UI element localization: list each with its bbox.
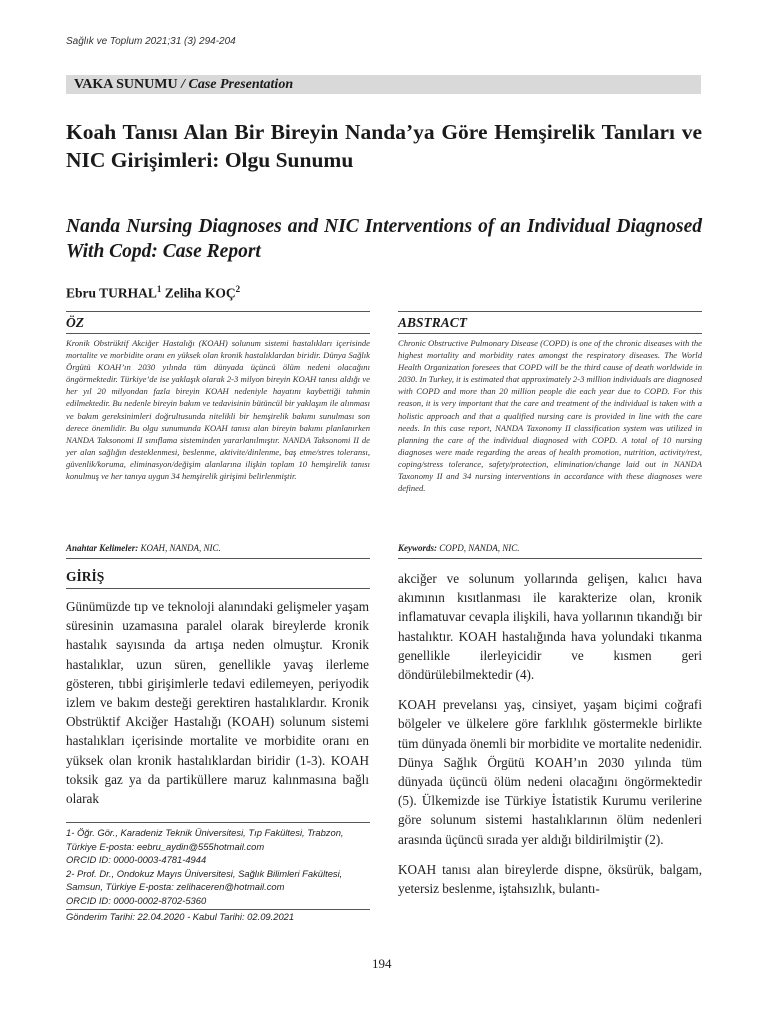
body-paragraph: Günümüzde tıp ve teknoloji alanındaki gelişmeler yaşam süresinin uzamasına paralel olarak bireylerde kronik hastalık sayısında da artışa neden olmuştur. Kronik hastalıklar, uzun süren, genellikle yavaş ilerleme gösteren, tıbbi girişimlerle tedavi edilemeyen, periyodik izlem ve bakım desteği gerektiren hastalıklardır. Kronik Obstrüktif Akciğer Hastalığı (KOAH) solunum sistemi hastalıkları içerisinde mortalite ve morbidite oranı en yüksek olan kronik hastalıklardan biridir (1-3). KOAH toksik gaz ya da partiküllere maruz kalınmasına bağlı olarak (66, 599, 369, 807)
abstract-heading-rule (398, 333, 702, 334)
footnote-affiliation-2: 2- Prof. Dr., Ondokuz Mayıs Üniversitesi, Sağlık Bilimleri Fakültesi, Samsun, Türkiye E-posta: zelihaceren@hotmail.com (66, 867, 343, 893)
article-type-tr: VAKA SUNUMU (74, 77, 178, 92)
body-paragraph: KOAH prevelansı yaş, cinsiyet, yaşam biçimi coğrafi bölgeler ve ülkelere göre farklılık göstermekle birlikte tüm dünyada önemli bir morbidite ve mortalite nedenidir. Dünya Sağlık Örgütü KOAH’ın 2030 yılında tüm dünyada üçüncü ölüm nedeni olacağını öngörmektedir (5). Ülkemizde ise Türkiye İstatistik Kurumu verilerine göre solunum sistemi hastalıklarının ölüm nedenleri arasında üçüncü sırada yer aldığı bildirilmiştir (2). (398, 697, 702, 847)
body-paragraph: akciğer ve solunum yollarında gelişen, kalıcı hava akımının kısıtlanması ile karakterize olan, kronik inflamatuvar cevapla ilişkili, hava yollarının tıkandığı bir hastalıktır. KOAH hastalığında hava yolundaki tıkanma genellikle ilerleyicidir ve kısmen geri döndürülebilmektedir (4). (398, 571, 702, 683)
body-left-column (66, 597, 369, 808)
article-type-banner (66, 75, 701, 94)
body-right-column (398, 569, 702, 898)
article-type-separator: / (177, 77, 189, 92)
footnote-dates: Gönderim Tarihi: 22.04.2020 - Kabul Tarihi: 02.09.2021 (66, 910, 295, 922)
oz-top-rule (66, 311, 370, 312)
section-heading-rule (66, 588, 370, 589)
title-english: Nanda Nursing Diagnoses and NIC Interventions of an Individual Diagnosed With Copd: Case Report (66, 216, 702, 262)
oz-bottom-rule (66, 558, 370, 559)
footnote-rule (66, 822, 370, 823)
footnote-affiliation-1: 1- Öğr. Gör., Karadeniz Teknik Üniversitesi, Tıp Fakültesi, Trabzon, Türkiye E-posta: eebru_aydin@555hotmail.com (66, 827, 344, 852)
author-2-name: Zeliha KOÇ (164, 285, 236, 301)
footnote-orcid-2: ORCID ID: 0000-0002-8702-5360 (66, 894, 370, 910)
abstract-top-rule (398, 311, 702, 312)
oz-keywords-label: Anahtar Kelimeler: (66, 543, 139, 553)
author-1-affiliation-mark: 1 (156, 284, 162, 294)
oz-heading: ÖZ (66, 315, 84, 330)
authors-line (66, 284, 240, 302)
oz-keywords (66, 543, 221, 553)
oz-heading-rule (66, 333, 370, 334)
author-2-affiliation-mark: 2 (235, 284, 241, 294)
abstract-heading: ABSTRACT (398, 315, 468, 330)
oz-text: Kronik Obstrüktif Akciğer Hastalığı (KOAH) solunum sistemi hastalıkları içerisinde mortalite ve morbidite oranı en yüksek olan kronik hastalıklardan biridir. Dünya Sağlık Örgütü KOAH’ın 2030 yılında tüm dünyada üçüncü ölüm nedeni olacağını öngörmektedir. Türkiye’de ise yaklaşık olarak 2-3 milyon bireyin KOAH tanısı aldığı ve her yıl 20 milyondan fazla bireyin KOAH nedeniyle hayatını kaybettiği tahmin edilmektedir. Bu nedenle bireyin bakım ve tedavisinin bütüncül bir yaklaşım ile alınması ve bakım gereksinimleri doğrultusunda nitelikli bir hemşirelik bakımı sunulması son derece önemlidir. Bu olgu sunumunda KOAH tanısı alan bireyin bakımı planlanırken NANDA Taksonomi II sınıflama sisteminden yararlanılmıştır. NANDA Taksonomi II de yer alan sağlığın desteklenmesi, beslenme, aktivite/dinlenme, baş etme/stres toleransı, güvenlik/koruma, eliminasyon/değişim alanlarına ilişkin toplam 10 hemşirelik tanısı konulmuş ve her tanıya uygun 34 hemşirelik girişimi belirlenmiştir. (66, 338, 370, 482)
footnotes (66, 826, 370, 923)
abstract-bottom-rule (398, 558, 702, 559)
abstract-keywords (398, 543, 520, 553)
article-type-en: Case Presentation (188, 77, 294, 92)
abstract-keywords-label: Keywords: (398, 543, 437, 553)
journal-citation: Sağlık ve Toplum 2021;31 (3) 294-204 (66, 36, 236, 47)
page-number: 194 (372, 956, 392, 971)
article-type-label (74, 77, 293, 93)
author-1-name: Ebru TURHAL (66, 285, 157, 301)
body-paragraph: KOAH tanısı alan bireylerde dispne, öksürük, balgam, yetersiz beslenme, iştahsızlık, bulantı- (398, 861, 702, 897)
abstract-text: Chronic Obstructive Pulmonary Disease (COPD) is one of the chronic diseases with the highest mortality and morbidity rates amongst the respiratory diseases. The World Health Organization foresees that COPD will be the third cause of death worldwide in 2030. In Turkey, it is estimated that approximately 2-3 million individuals are diagnosed with COPD and more than 20 million people die each year due to COPD. For this reason, it is very important that the care and treatment of the individual is taken with a holistic approach and that a qualified nursing care is provided in line with the care needs. In this case report, NANDA Taxonomy II classification system was utilized in planning the care of the individual diagnosed with COPD. A total of 10 nursing diagnoses were made regarding the areas of health promotion, nutrition, activity/rest, coping/stress tolerance, safety/protection, elimination/change laid out in NANDA Taxonomy II and 34 nursing interventions in accordance with these diagnoses were defined. (398, 338, 702, 494)
abstract-keywords-values: COPD, NANDA, NIC. (437, 543, 520, 553)
oz-keywords-values: KOAH, NANDA, NIC. (138, 543, 221, 553)
footnote-orcid-1: ORCID ID: 0000-0003-4781-4944 (66, 854, 207, 866)
section-heading-giris: GİRİŞ (66, 569, 105, 584)
title-turkish: Koah Tanısı Alan Bir Bireyin Nanda’ya Göre Hemşirelik Tanıları ve NIC Girişimleri: Olgu Sunumu (66, 120, 702, 172)
